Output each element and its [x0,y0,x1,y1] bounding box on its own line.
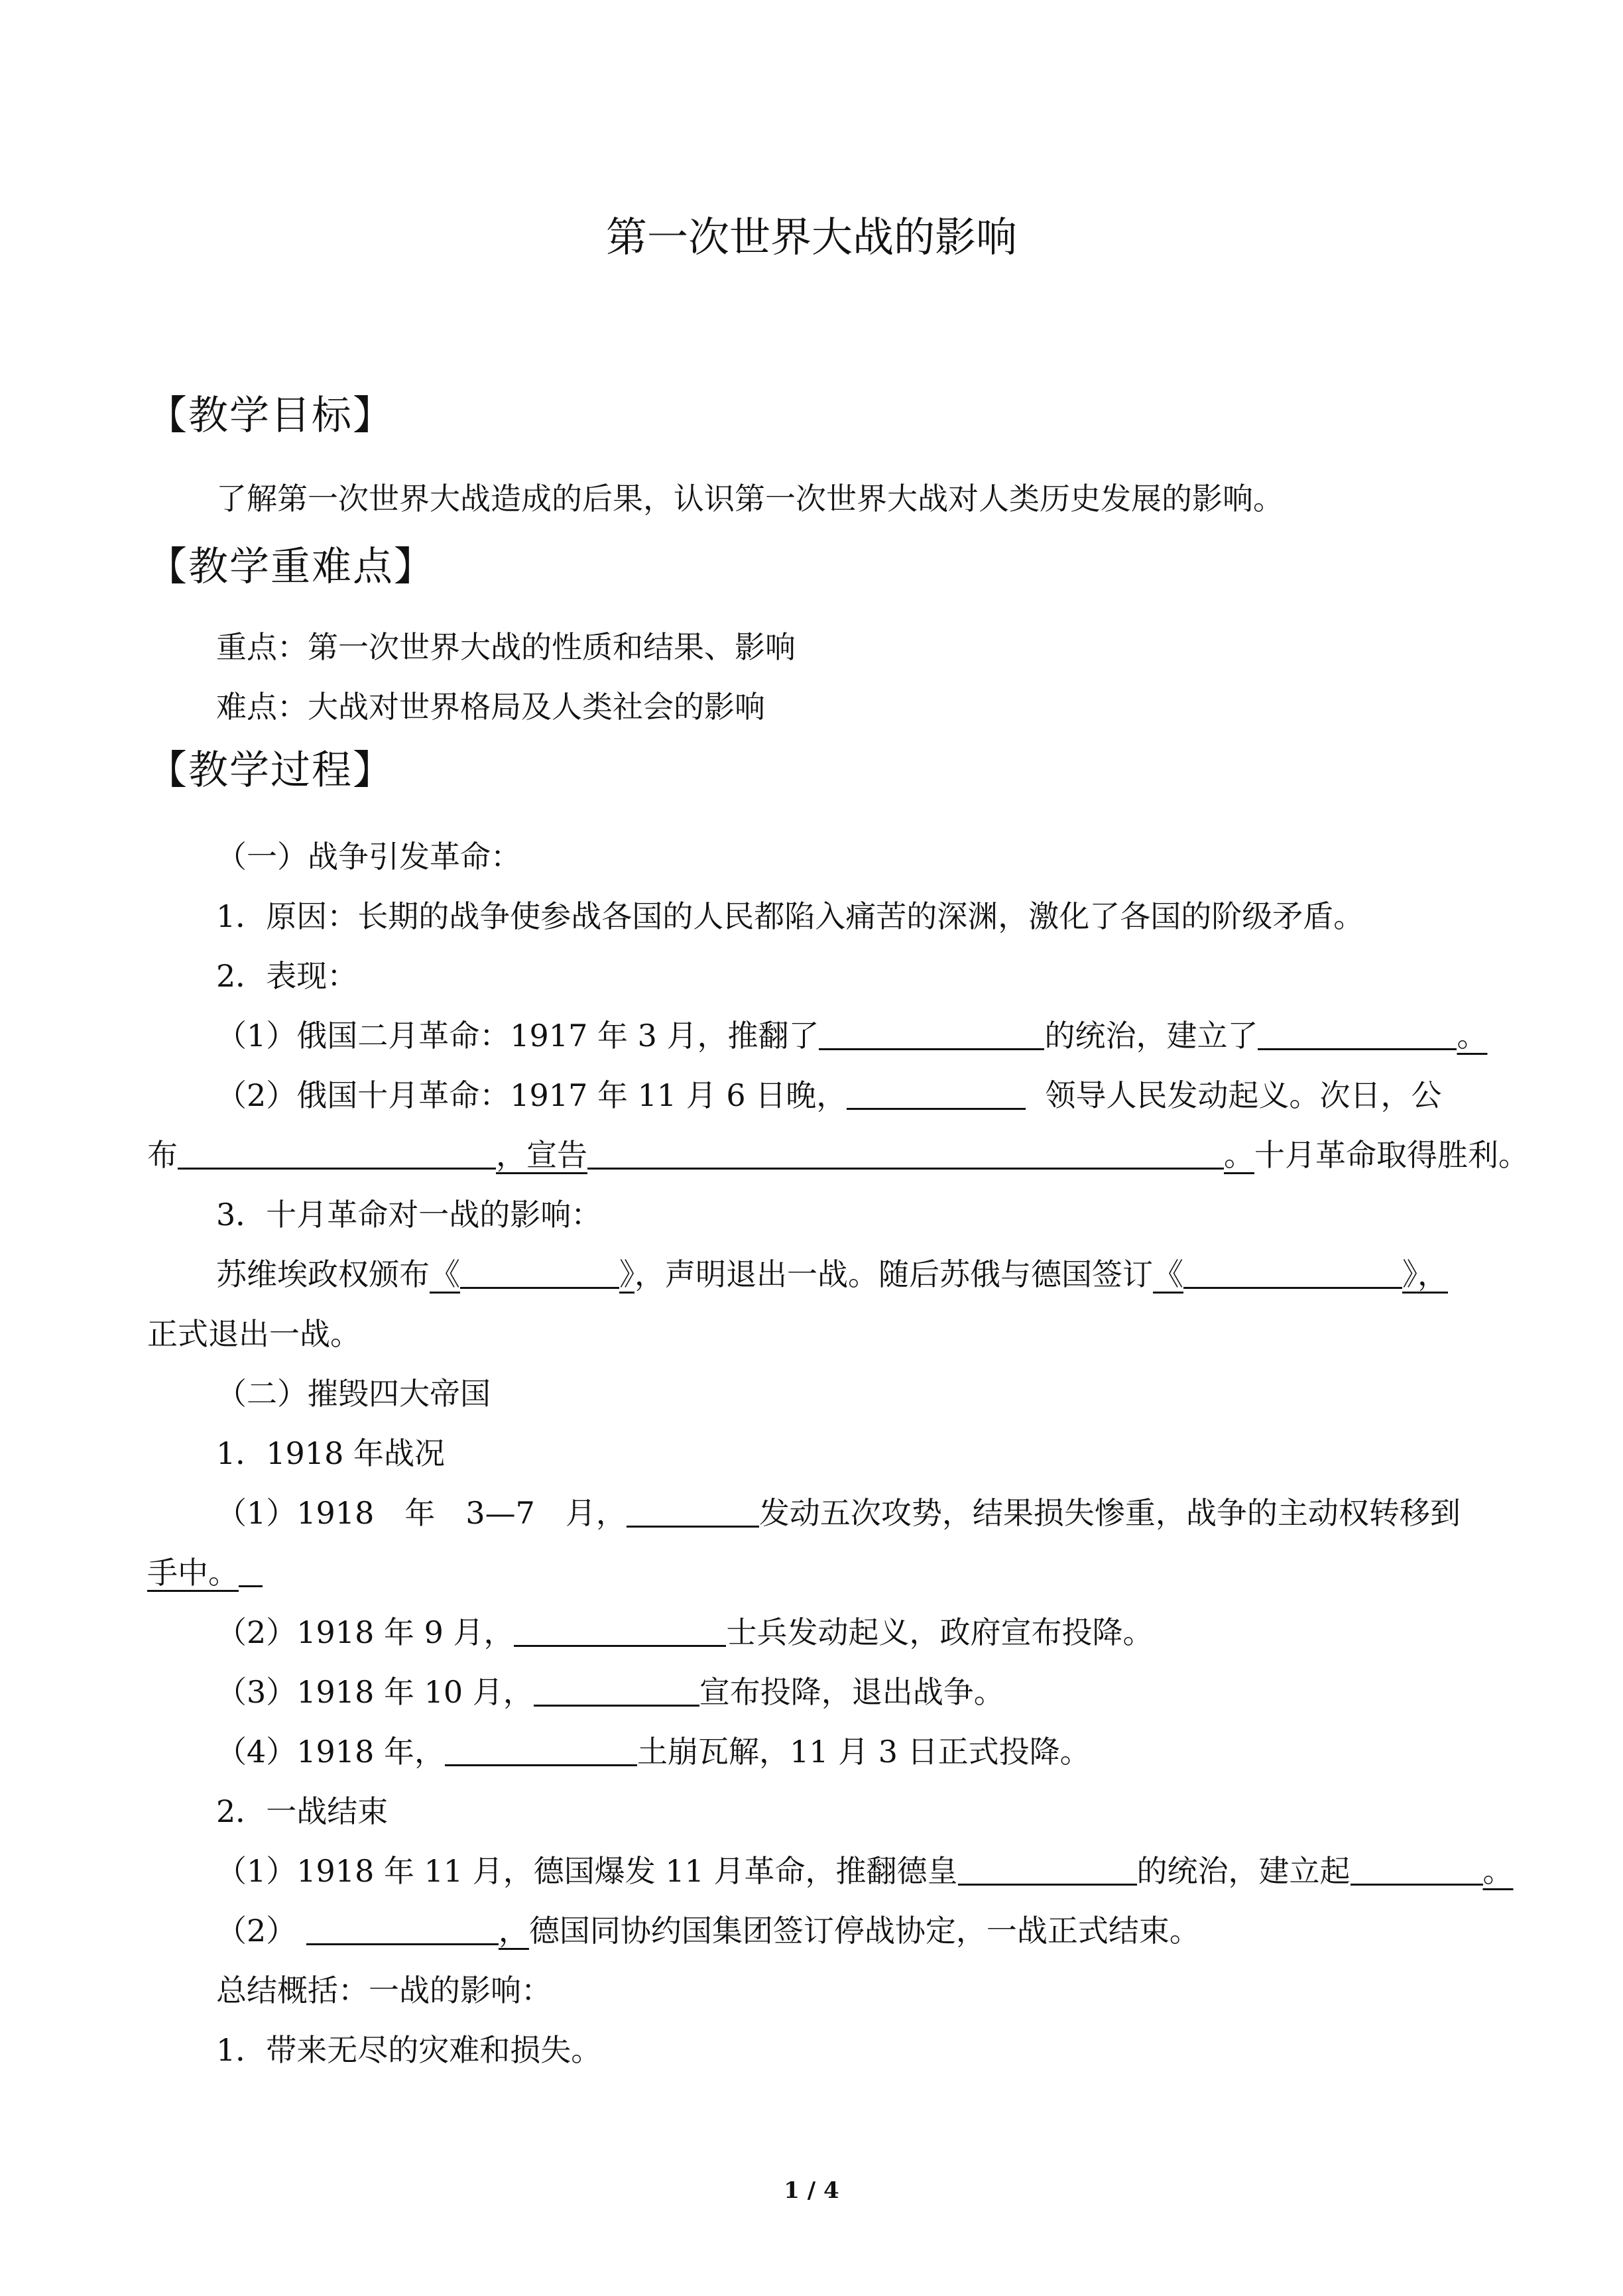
soviet-line-2: 正式退出一战。 [147,1316,361,1352]
war-1918-item-3: （3）1918 年 10 月， 宣布投降，退出战争。 [216,1674,1004,1710]
feb-revolution-line: （1）俄国二月革命：1917 年 3 月，推翻了 的统治，建立了 。 [216,1018,1488,1054]
section-heading-objectives: 【教学目标】 [147,393,394,439]
fill-blank[interactable] [1351,1853,1483,1886]
summary-heading: 总结概括：一战的影响： [216,1972,552,2008]
page-number: 1 / 4 [784,2177,839,2204]
war-end-item-1: （1）1918 年 11 月，德国爆发 11 月革命，推翻德皇 的统治，建立起 。 [216,1853,1514,1889]
fill-blank[interactable] [178,1137,496,1170]
part1-heading: （一）战争引发革命： [216,839,521,875]
part1-manifest: 2．表现： [216,958,358,994]
section-heading-key-points: 【教学重难点】 [147,544,435,590]
war-1918-item-1: （1）1918 年 3—7 月， 发动五次攻势，结果损失惨重，战争的主动权转移到 [216,1495,1461,1531]
fill-blank[interactable] [819,1018,1044,1050]
oct-revolution-line-2: 布 ，宣告 。十月革命取得胜利。 [147,1137,1529,1173]
war-1918-item-2: （2）1918 年 9 月， 士兵发动起义，政府宣布投降。 [216,1614,1154,1650]
fill-blank[interactable] [587,1137,1224,1170]
section-heading-process: 【教学过程】 [147,747,394,794]
difficult-point-text: 难点：大战对世界格局及人类社会的影响 [216,689,765,725]
war-end-heading: 2．一战结束 [216,1793,389,1829]
fill-blank[interactable] [514,1614,726,1647]
war-end-item-2: （2） ，德国同协约国集团签订停战协定，一战正式结束。 [216,1913,1200,1949]
summary-item-1: 1．带来无尽的灾难和损失。 [216,2032,602,2068]
war-1918-item-1-cont: 手中。 [147,1553,263,1593]
part1-impact: 3．十月革命对一战的影响： [216,1197,602,1233]
fill-blank[interactable] [958,1853,1137,1886]
fill-blank[interactable] [1258,1018,1457,1050]
objectives-text: 了解第一次世界大战造成的后果，认识第一次世界大战对人类历史发展的影响。 [216,481,1284,516]
oct-revolution-line: （2）俄国十月革命：1917 年 11 月 6 日晚， 领导人民发动起义。次日，公 [216,1077,1442,1113]
fill-blank[interactable] [1183,1256,1402,1289]
war-1918-heading: 1．1918 年战况 [216,1435,445,1471]
page-title: 第一次世界大战的影响 [605,213,1017,261]
soviet-line: 苏维埃政权颁布《 》，声明退出一战。随后苏俄与德国签订《 》， [216,1256,1448,1292]
key-point-text: 重点：第一次世界大战的性质和结果、影响 [216,629,796,665]
fill-blank[interactable] [534,1674,699,1707]
fill-blank[interactable] [445,1734,637,1766]
fill-blank[interactable] [847,1077,1026,1110]
fill-blank[interactable] [306,1913,499,1945]
part1-cause: 1．原因：长期的战争使参战各国的人民都陷入痛苦的深渊，激化了各国的阶级矛盾。 [216,898,1364,934]
fill-blank[interactable] [460,1256,619,1289]
part2-heading: （二）摧毁四大帝国 [216,1376,491,1412]
fill-blank[interactable] [627,1495,759,1528]
war-1918-item-4: （4）1918 年， 土崩瓦解，11 月 3 日正式投降。 [216,1734,1091,1770]
